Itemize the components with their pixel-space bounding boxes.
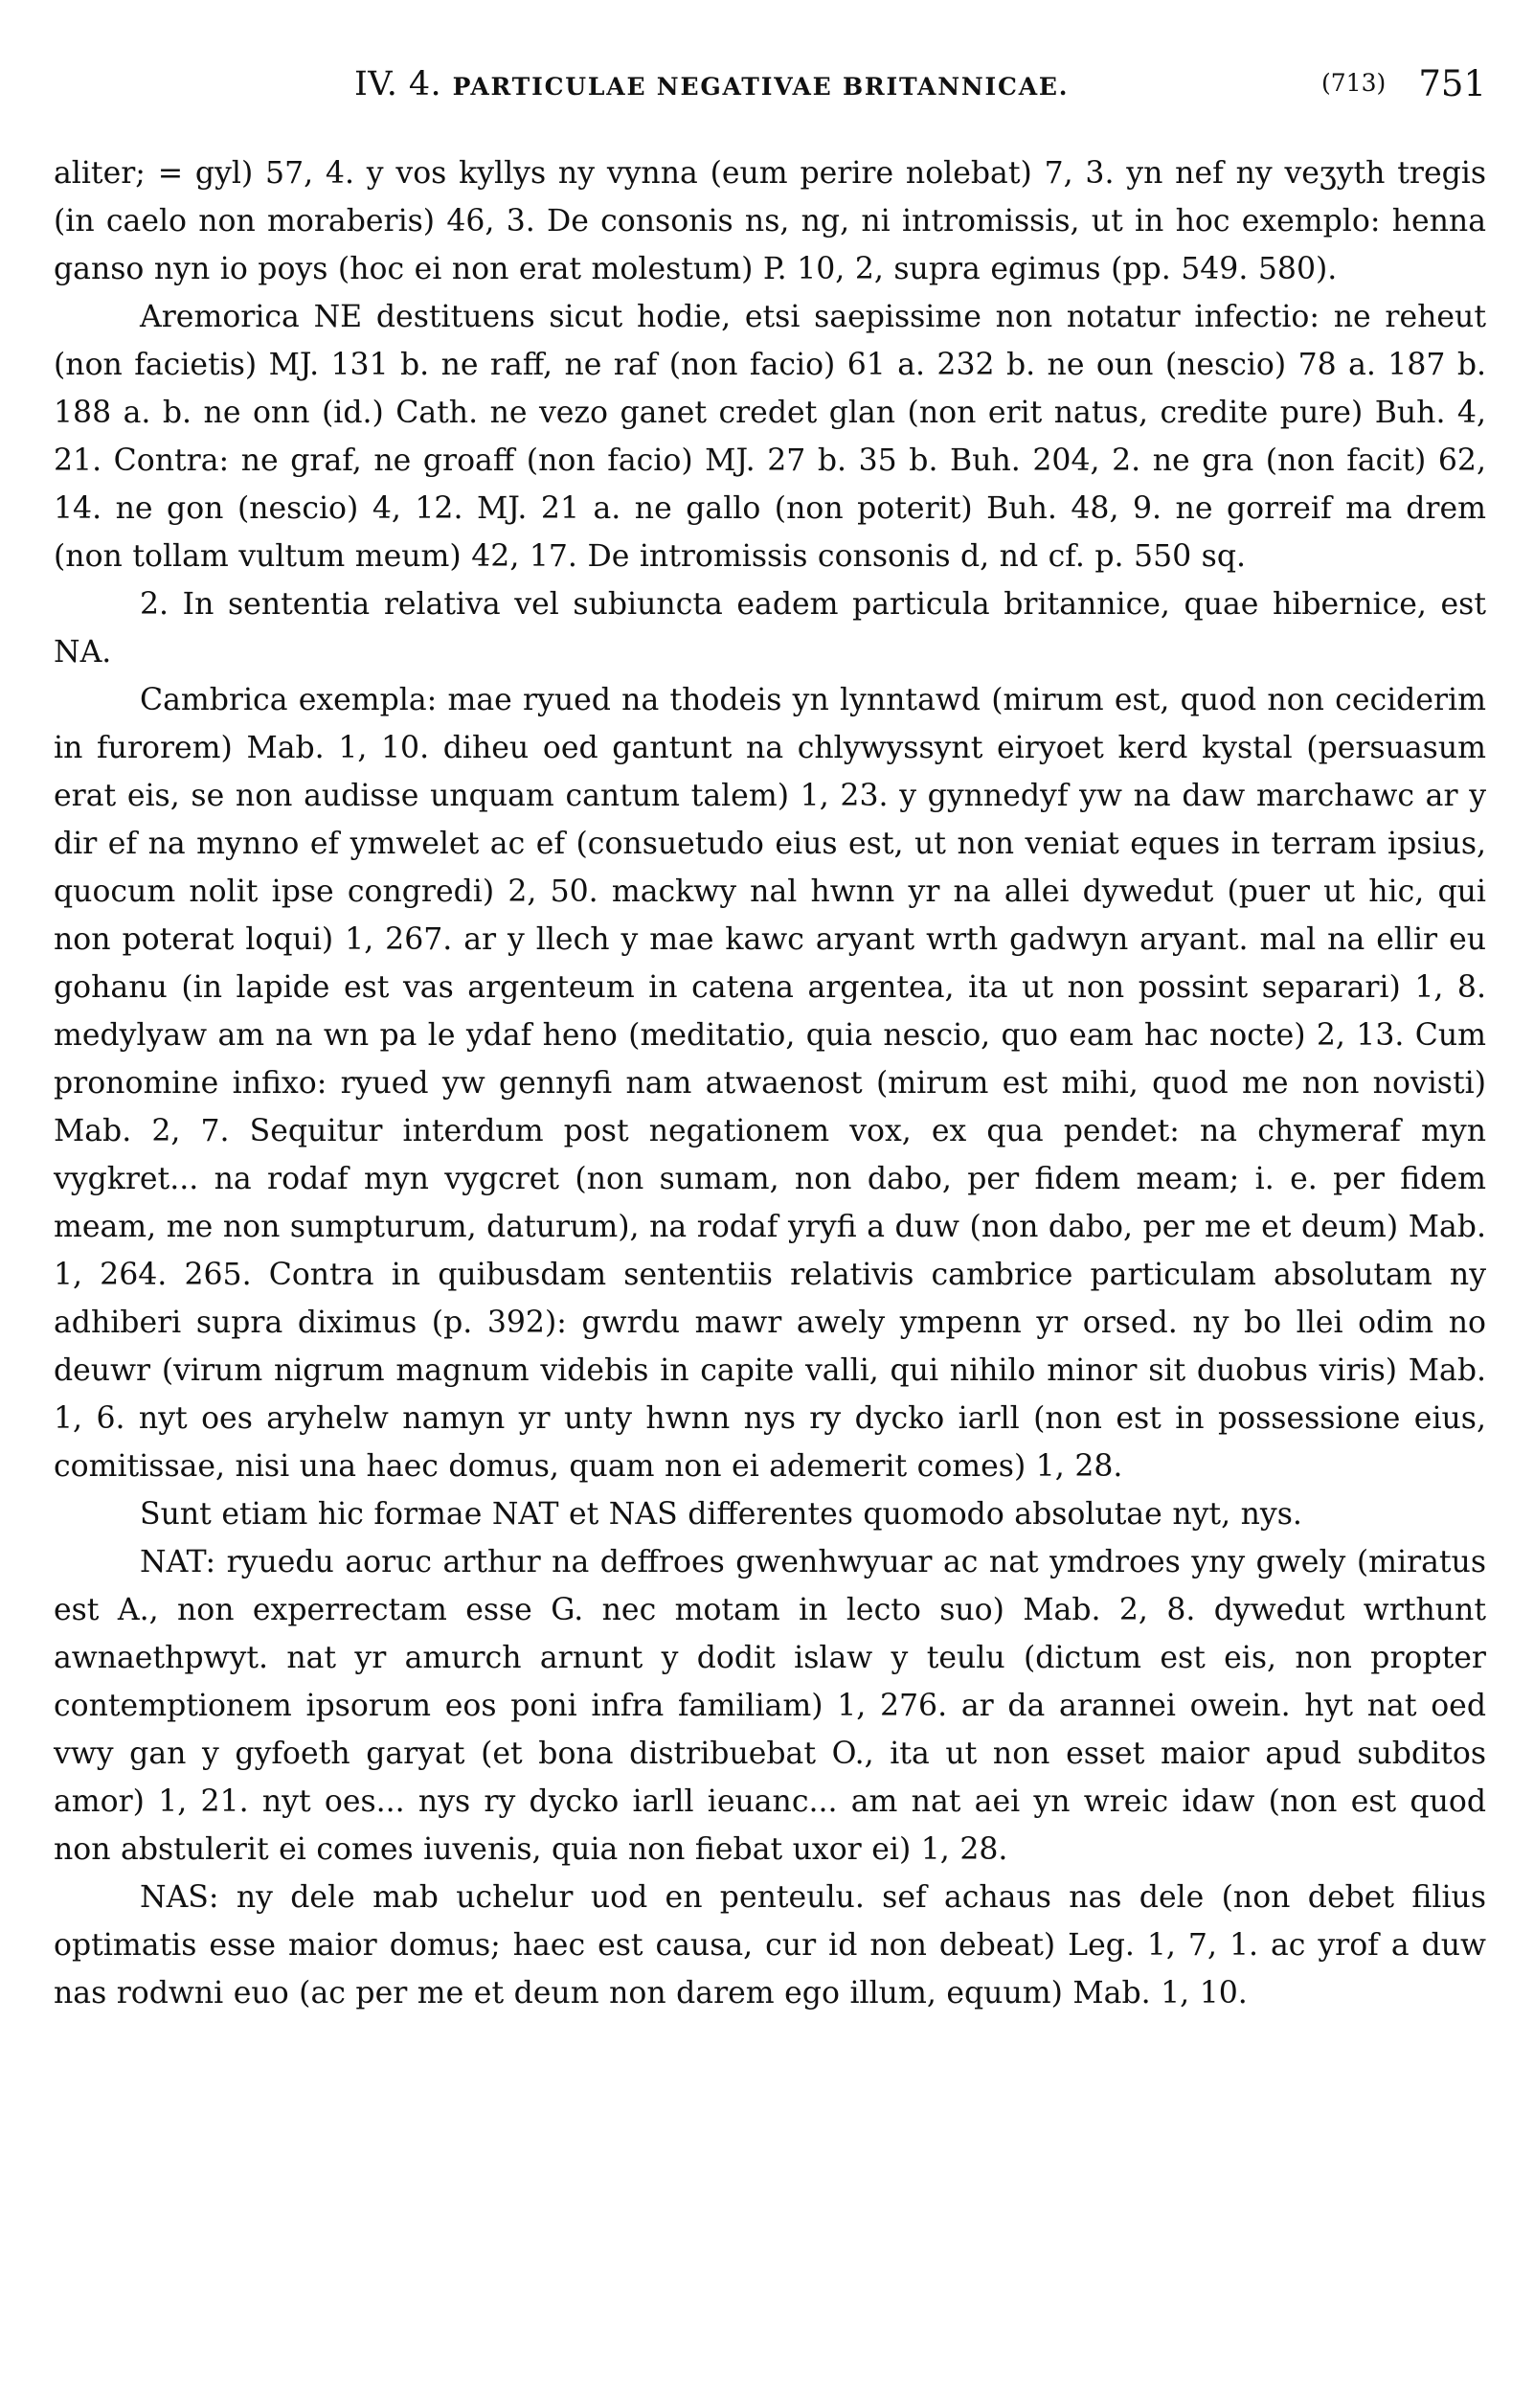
book-page: [54, 57, 1486, 2375]
paragraph-nas: NAS: ny dele mab uchelur uod en penteulu. sef achaus nas dele (non debet filius optimatis esse maior domus; haec est causa, cur id non debeat) Leg. 1, 7, 1. ac yrof a duw nas rodwni euo (ac per me et deum non darem ego illum, equum) Mab. 1, 10.: [54, 1880, 1486, 2010]
header-marginal-number: (713): [1321, 69, 1387, 97]
body-text: [54, 149, 1486, 2017]
header-title: [354, 65, 1069, 103]
paragraph-nat-nas-intro: Sunt etiam hic formae NAT et NAS differentes quomodo absolutae nyt, nys.: [140, 1497, 1302, 1532]
running-header: [54, 57, 1486, 115]
header-title-text: PARTICULAE NEGATIVAE BRITANNICAE.: [452, 73, 1070, 101]
paragraph-1: aliter; = gyl) 57, 4. y vos kyllys ny vynna (eum perire nolebat) 7, 3. yn nef ny veʒyth tregis (in caelo non moraberis) 46, 3. De consonis ns, ng, ni intromissis, ut in hoc exemplo: henna ganso nyn io poys (hoc ei non erat molestum) P. 10, 2, supra egimus (pp. 549. 580).: [54, 156, 1486, 286]
paragraph-aremorica: Aremorica NE destituens sicut hodie, etsi saepissime non notatur infectio: ne reheut (non facietis) MJ. 131 b. ne raff, ne raf (non facio) 61 a. 232 b. ne oun (nescio) 78 a. 187 b. 188 a. b. ne onn (id.) Cath. ne vezo ganet credet glan (non erit natus, credite pure) Buh. 4, 21. Contra: ne graf, ne groaff (non facio) MJ. 27 b. 35 b. Buh. 204, 2. ne gra (non facit) 62, 14. ne gon (nescio) 4, 12. MJ. 21 a. ne gallo (non poterit) Buh. 48, 9. ne gorreif ma drem (non tollam vultum meum) 42, 17. De intromissis consonis d, nd cf. p. 550 sq.: [54, 300, 1486, 574]
paragraph-cambrica: Cambrica exempla: mae ryued na thodeis yn lynntawd (mirum est, quod non ceciderim in furorem) Mab. 1, 10. diheu oed gantunt na chlywyssynt eiryoet kerd kystal (persuasum erat eis, se non audisse unquam cantum talem) 1, 23. y gynnedyf yw na daw marchawc ar y dir ef na mynno ef ymwelet ac ef (consuetudo eius est, ut non veniat eques in terram ipsius, quocum nolit ipse congredi) 2, 50. mackwy nal hwnn yr na allei dywedut (puer ut hic, qui non poterat loqui) 1, 267. ar y llech y mae kawc aryant wrth gadwyn aryant. mal na ellir eu gohanu (in lapide est vas argenteum in catena argentea, ita ut non possint separari) 1, 8. medylyaw am na wn pa le ydaf heno (meditatio, quia nescio, quo eam hac nocte) 2, 13. Cum pronomine infixo: ryued yw gennyfi nam atwaenost (mirum est mihi, quod me non novisti) Mab. 2, 7. Sequitur interdum post negationem vox, ex qua pendet: na chymeraf myn vygkret... na rodaf myn vygcret (non sumam, non dabo, per fidem meam; i. e. per fidem meam, me non sumpturum, daturum), na rodaf yryfi a duw (non dabo, per me et deum) Mab. 1, 264. 265. Contra in quibusdam sententiis relativis cambrice particulam absolutam ny adhiberi supra diximus (p. 392): gwrdu mawr awely ympenn yr orsed. ny bo llei odim no deuwr (virum nigrum magnum videbis in capite valli, qui nihilo minor sit duobus viris) Mab. 1, 6. nyt oes aryhelw namyn yr unty hwnn nys ry dycko iarll (non est in possessione eius, comitissae, nisi una haec domus, quam non ei ademerit comes) 1, 28.: [54, 683, 1486, 1484]
paragraph-nat: NAT: ryuedu aoruc arthur na deffroes gwenhwyuar ac nat ymdroes yny gwely (miratus est A., non experrectam esse G. nec motam in lecto suo) Mab. 2, 8. dywedut wrthunt awnaethpwyt. nat yr amurch arnunt y dodit islaw y teulu (dictum est eis, non propter contemptionem ipsorum eos poni infra familiam) 1, 276. ar da arannei owein. hyt nat oed vwy gan y gyfoeth garyat (et bona distribuebat O., ita ut non esset maior apud subditos amor) 1, 21. nyt oes... nys ry dycko iarll ieuanc... am nat aei yn wreic idaw (non est quod non abstulerit ei comes iuvenis, quia non fiebat uxor ei) 1, 28.: [54, 1545, 1486, 1867]
paragraph-2: 2. In sententia relativa vel subiuncta eadem particula britannice, quae hibernice, est NA.: [54, 587, 1486, 670]
header-section: IV. 4.: [354, 65, 442, 103]
page-number: 751: [1418, 63, 1486, 104]
